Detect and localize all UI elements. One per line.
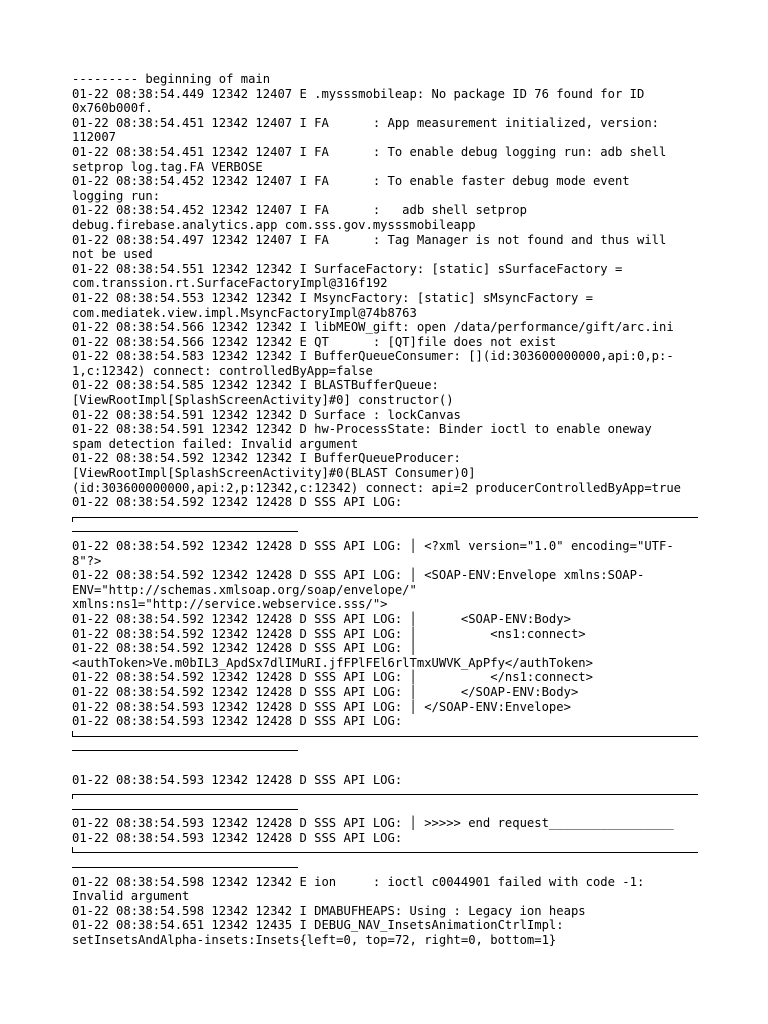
log-line: 01-22 08:38:54.592 12342 12428 D SSS API LOG: │ <ns1:connect> (72, 626, 586, 641)
log-line: spam detection failed: Invalid argument (72, 436, 359, 451)
box-top-border (72, 787, 700, 802)
log-line: 01-22 08:38:54.566 12342 12342 I libMEOW_gift: open /data/performance/gift/arc.ini (72, 320, 674, 335)
log-line: 8"?> (72, 553, 102, 568)
log-line: com.mediatek.view.impl.MsyncFactoryImpl@74b8763 (72, 305, 417, 320)
box-border-wrap (72, 524, 700, 539)
log-line: [ViewRootImpl[SplashScreenActivity]#0(BLAST Consumer)0] (72, 466, 476, 481)
log-line: 01-22 08:38:54.592 12342 12428 D SSS API LOG: │ </ns1:connect> (72, 670, 593, 685)
log-line: 01-22 08:38:54.593 12342 12428 D SSS API LOG: │ >>>>> end request_________________ (72, 816, 674, 831)
log-line: 01-22 08:38:54.593 12342 12428 D SSS API LOG: (72, 830, 403, 845)
log-line: 01-22 08:38:54.592 12342 12428 D SSS API LOG: (72, 495, 403, 510)
log-line: 01-22 08:38:54.452 12342 12407 I FA : adb shell setprop (72, 203, 527, 218)
log-line: 01-22 08:38:54.452 12342 12407 I FA : To enable faster debug mode event (72, 174, 630, 189)
log-line: 01-22 08:38:54.598 12342 12342 E ion : ioctl c0044901 failed with code -1: (72, 874, 645, 889)
log-line: 01-22 08:38:54.451 12342 12407 I FA : App measurement initialized, version: (72, 115, 659, 130)
log-line: 01-22 08:38:54.497 12342 12407 I FA : Tag Manager is not found and thus will (72, 232, 667, 247)
log-line: 01-22 08:38:54.592 12342 12428 D SSS API LOG: │ (72, 641, 417, 656)
log-line: 01-22 08:38:54.449 12342 12407 E .mysssmobileap: No package ID 76 found for ID (72, 86, 645, 101)
log-line: [ViewRootImpl[SplashScreenActivity]#0] constructor() (72, 393, 454, 408)
log-line: 01-22 08:38:54.585 12342 12342 I BLASTBufferQueue: (72, 378, 439, 393)
log-line: com.transsion.rt.SurfaceFactoryImpl@316f192 (72, 276, 388, 291)
log-line: 01-22 08:38:54.593 12342 12428 D SSS API LOG: (72, 772, 403, 787)
box-top-border (72, 510, 700, 525)
log-line (72, 758, 700, 773)
log-line: 01-22 08:38:54.593 12342 12428 D SSS API LOG: │ </SOAP-ENV:Envelope> (72, 699, 571, 714)
log-line: setInsetsAndAlpha-insets:Insets{left=0, top=72, right=0, bottom=1} (72, 933, 557, 948)
box-border-wrap (72, 743, 700, 758)
log-line: 01-22 08:38:54.592 12342 12428 D SSS API LOG: │ <SOAP-ENV:Envelope xmlns:SOAP- (72, 568, 645, 583)
log-line: logging run: (72, 188, 161, 203)
log-line: 1,c:12342) connect: controlledByApp=false (72, 363, 373, 378)
log-line: 01-22 08:38:54.553 12342 12342 I MsyncFactory: [static] sMsyncFactory = (72, 290, 593, 305)
log-line: 01-22 08:38:54.593 12342 12428 D SSS API LOG: (72, 714, 403, 729)
box-border-wrap (72, 860, 700, 875)
log-line: 01-22 08:38:54.583 12342 12342 I BufferQueueConsumer: [](id:303600000000,api:0,p:- (72, 349, 674, 364)
log-line: (id:303600000000,api:2,p:12342,c:12342) connect: api=2 producerControlledByApp=true (72, 480, 682, 495)
log-line: Invalid argument (72, 889, 190, 904)
box-bottom-border (72, 845, 700, 860)
log-line: 01-22 08:38:54.592 12342 12428 D SSS API LOG: │ <SOAP-ENV:Body> (72, 611, 571, 626)
log-line: 01-22 08:38:54.592 12342 12428 D SSS API LOG: │ <?xml version="1.0" encoding="UTF- (72, 539, 674, 553)
log-line: not be used (72, 247, 153, 262)
log-line: 01-22 08:38:54.551 12342 12342 I SurfaceFactory: [static] sSurfaceFactory = (72, 261, 623, 276)
log-line: 01-22 08:38:54.598 12342 12342 I DMABUFHEAPS: Using : Legacy ion heaps (72, 903, 586, 918)
log-line: 01-22 08:38:54.591 12342 12342 D Surface : lockCanvas (72, 407, 461, 422)
log-line: 01-22 08:38:54.651 12342 12435 I DEBUG_NAV_InsetsAnimationCtrlImpl: (72, 918, 564, 933)
log-line: 01-22 08:38:54.566 12342 12342 E QT : [QT]file does not exist (72, 334, 557, 349)
log-line: <authToken>Ve.m0bIL3_ApdSx7dlIMuRI.jfFPlFEl6rlTmxUWVK_ApPfy</authToken> (72, 655, 593, 670)
log-line: 0x760b000f. (72, 101, 153, 116)
log-line: 01-22 08:38:54.592 12342 12342 I BufferQueueProducer: (72, 451, 461, 466)
log-line: 112007 (72, 130, 117, 145)
log-line: setprop log.tag.FA VERBOSE (72, 159, 263, 174)
log-line: 01-22 08:38:54.592 12342 12428 D SSS API LOG: │ </SOAP-ENV:Body> (72, 684, 579, 699)
log-line: 01-22 08:38:54.591 12342 12342 D hw-ProcessState: Binder ioctl to enable oneway (72, 422, 652, 437)
box-border-wrap (72, 802, 700, 817)
log-line: --------- beginning of main (72, 72, 271, 86)
log-line: ENV="http://schemas.xmlsoap.org/soap/envelope/" (72, 582, 417, 597)
logcat-output (72, 72, 700, 948)
box-bottom-border (72, 729, 700, 744)
log-line: debug.firebase.analytics.app com.sss.gov.mysssmobileapp (72, 217, 476, 232)
log-line: xmlns:ns1="http://service.webservice.sss/"> (72, 597, 388, 612)
log-line: 01-22 08:38:54.451 12342 12407 I FA : To enable debug logging run: adb shell (72, 144, 667, 159)
